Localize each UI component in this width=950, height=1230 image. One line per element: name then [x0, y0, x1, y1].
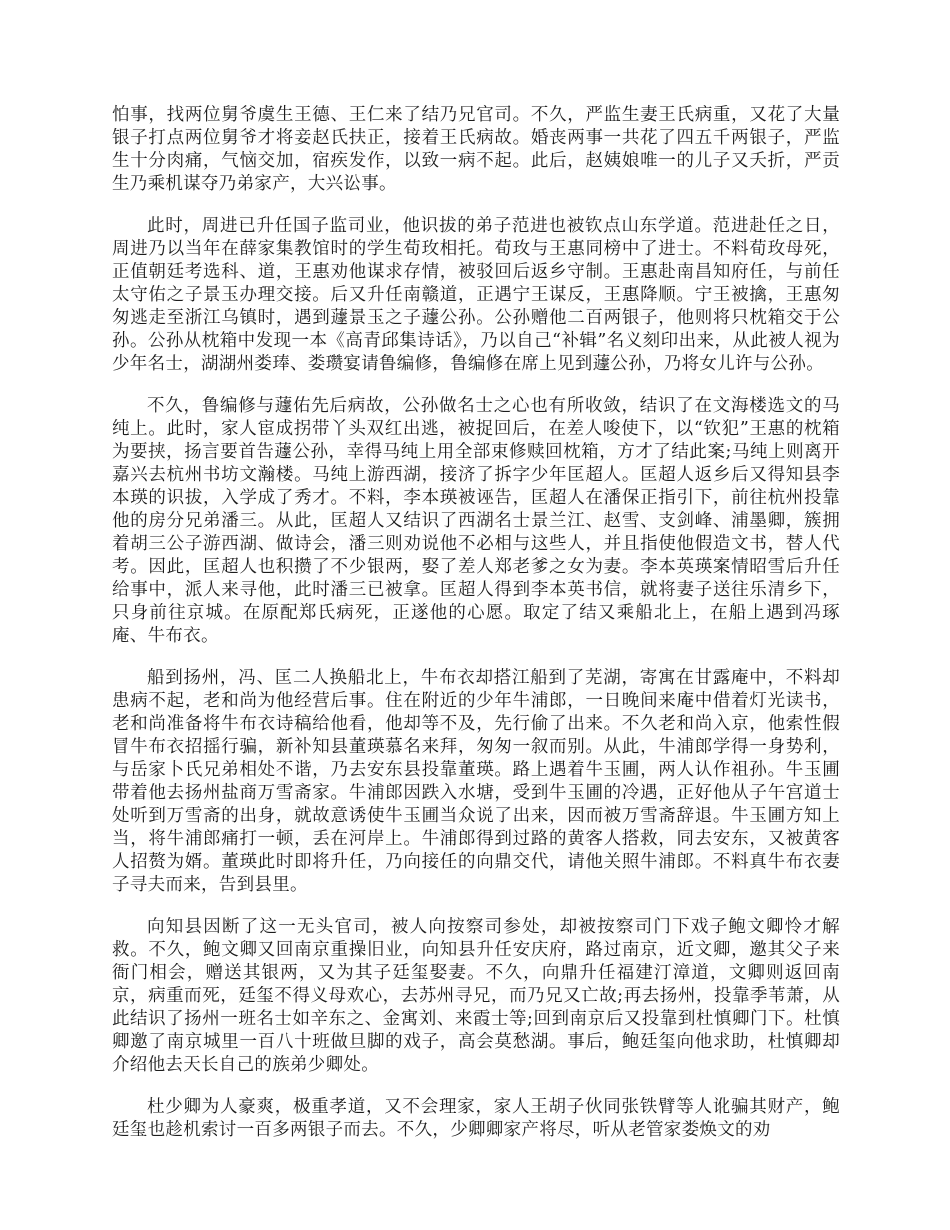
paragraph-1: 怕事，找两位舅爷虞生王德、王仁来了结乃兄官司。不久，严监生妻王氏病重，又花了大量银子打点两位舅爷才将妾赵氏扶正，接着王氏病故。婚丧两事一共花了四五千两银子，严监生十分肉痛，气恼交加，宿疾发作，以致一病不起。此后，赵姨娘唯一的儿子又夭折，严贡生乃乘机谋夺乃弟家产，大兴讼事。	[112, 105, 840, 194]
document-body	[112, 104, 840, 1161]
paragraph-6: 杜少卿为人豪爽，极重孝道，又不会理家，家人王胡子伙同张铁臂等人讹骗其财产，鲍廷玺也趁机索讨一百多两银子而去。不久，少卿卿家产将尽，听从老管家娄焕文的劝	[112, 1097, 840, 1140]
paragraph-3: 不久，鲁编修与蘧佑先后病故，公孙做名士之心也有所收敛，结识了在文海楼选文的马纯上。此时，家人宦成拐带丫头双红出逃，被捉回后，在差人唆使下，以“钦犯”王惠的枕箱为要挟，扬言要首告蘧公孙，幸得马纯上用全部束修赎回枕箱，方才了结此案;马纯上则离开嘉兴去杭州书坊文瀚楼。马纯上游西湖，接济了拆字少年匡超人。匡超人返乡后又得知县李本瑛的识拔，入学成了秀才。不料，李本瑛被诬告，匡超人在潘保正指引下，前往杭州投靠他的房分兄弟潘三。从此，匡超人又结识了西湖名士景兰江、赵雪、支剑峰、浦墨卿，簇拥着胡三公子游西湖、做诗会，潘三则劝说他不必相与这些人，并且指使他假造文书，替人代考。因此，匡超人也积攒了不少银两，娶了差人郑老爹之女为妻。李本英瑛案情昭雪后升任给事中，派人来寻他，此时潘三已被拿。匡超人得到李本英书信，就将妻子送往乐清乡下，只身前往京城。在原配郑氏病死，正遂他的心愿。取定了结又乘船北上，在船上遇到冯琢庵、牛布衣。	[112, 396, 840, 646]
paragraph-2: 此时，周进已升任国子监司业，他识拔的弟子范进也被钦点山东学道。范进赴任之日，周进乃以当年在薛家集教馆时的学生荀玫相托。荀玫与王惠同榜中了进士。不料荀玫母死，正值朝廷考选科、道，王惠劝他谋求存情，被驳回后返乡守制。王惠赴南昌知府任，与前任太守佑之子景玉办理交接。后又升任南赣道，正遇宁王谋反，王惠降顺。宁王被擒，王惠匆匆逃走至浙江乌镇时，遇到蘧景玉之子蘧公孙。公孙赠他二百两银子，他则将只枕箱交于公孙。公孙从枕箱中发现一本《高青邱集诗话》，乃以自己“补辑”名义刻印出来，从此被人视为少年名士，湖湖州娄琫、娄瓒宴请鲁编修，鲁编修在席上见到蘧公孙，乃将女儿许与公孙。	[112, 216, 840, 374]
paragraph-4: 船到扬州，冯、匡二人换船北上，牛布衣却搭江船到了芜湖，寄寓在甘露庵中，不料却患病不起，老和尚为他经营后事。住在附近的少年牛浦郎，一日晚间来庵中借着灯光读书，老和尚准备将牛布衣诗稿给他看，他却等不及，先行偷了出来。不久老和尚入京，他索性假冒牛布衣招摇行骗，新补知县董瑛慕名来拜，匆匆一叙而别。从此，牛浦郎学得一身势利，与岳家卜氏兄弟相处不谐，乃去安东县投靠董瑛。路上遇着牛玉圃，两人认作祖孙。牛玉圃带着他去扬州盐商万雪斋家。牛浦郎因跌入水塘，受到牛玉圃的冷遇，正好他从子午宫道士处听到万雪斋的出身，就故意诱使牛玉圃当众说了出来，因而被万雪斋辞退。牛玉圃方知上当，将牛浦郎痛打一顿，丢在河岸上。牛浦郎得到过路的黄客人搭救，同去安东，又被黄客人招赘为婿。董瑛此时即将升任，乃向接任的向鼎交代，请他关照牛浦郎。不料真牛布衣妻子寻夫而来，告到县里。	[112, 668, 840, 895]
paragraph-5: 向知县因断了这一无头官司，被人向按察司参处，却被按察司门下戏子鲍文卿怜才解救。不久，鲍文卿又回南京重操旧业，向知县升任安庆府，路过南京，近文卿，邀其父子来衙门相会，赠送其银两，又为其子廷玺娶妻。不久，向鼎升任福建汀漳道，文卿则返回南京，病重而死，廷玺不得义母欢心，去苏州寻兄，而乃兄又亡故;再去扬州，投靠季苇萧，从此结识了扬州一班名士如辛东之、金寓刘、来霞士等;回到南京后又投靠到杜慎卿门下。杜慎卿邀了南京城里一百八十班做旦脚的戏子，高会莫愁湖。事后，鲍廷玺向他求助，杜慎卿却介绍他去天长自己的族弟少卿处。	[112, 917, 840, 1075]
